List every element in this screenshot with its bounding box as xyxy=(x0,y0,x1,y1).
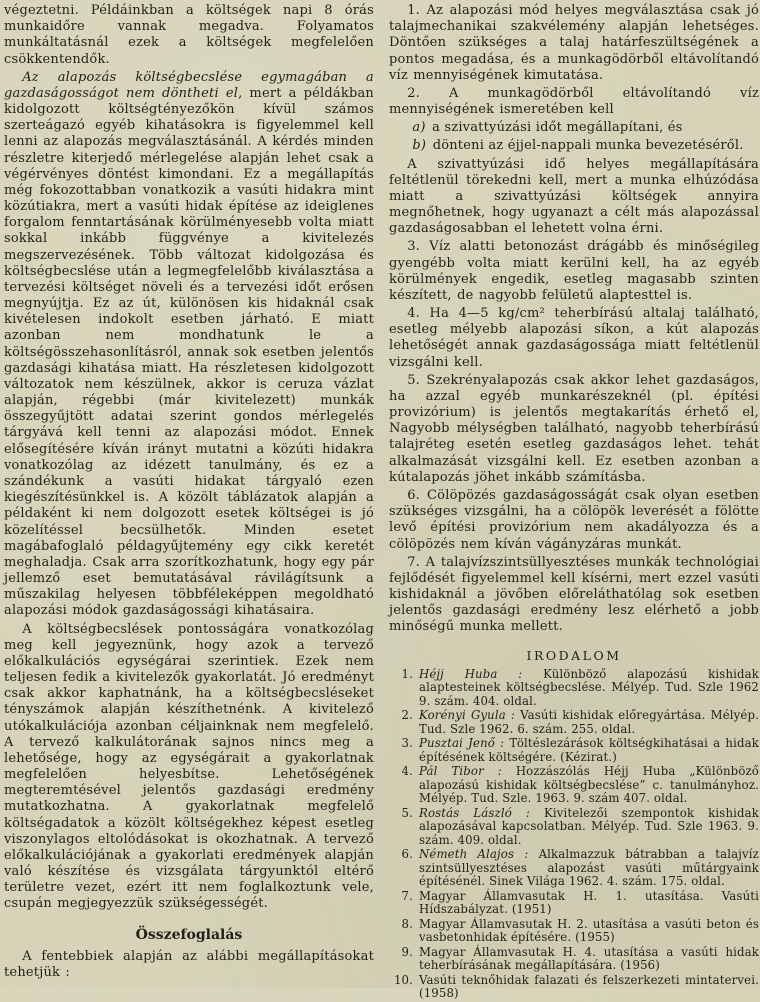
reference-number: 2. xyxy=(401,708,413,723)
reference-item xyxy=(389,848,759,889)
reference-item xyxy=(389,807,759,848)
summary-point-1: 1. Az alapozási mód helyes megválasztása csak jó talajmechanikai szakvélemény alapján lehetséges. Döntően szükséges a talaj határfeszültségének a pontos megadása, és a munkagödörből eltávolítandó víz mennyiségének kimutatása. xyxy=(389,3,759,83)
summary-intro: A fentebbiek alapján az alábbi megállapításokat tehetjük : xyxy=(4,948,374,980)
reference-author: Németh Alajos : xyxy=(419,847,529,862)
paragraph-estimate-accuracy: A költségbecslések pontosságára vonatkozólag meg kell jegyeznünk, hogy azok a tervező előkalkulációs egységárai szerintiek. Ezek nem teljesen fedik a kivitelezők gyakorlatát. Jó eredményt csak akkor kaphatnánk, ha a költségbecsléseket tényszámok alapján készíthetnénk. A kivitelező utókalkulációja azonban céljainknak nem megfelelő. A tervező kalkulátorának sajnos nincs meg a lehetősége, hogy az egységárait a gyakorlatnak megfelelően helyesbítse. Lehetőségének megteremtésével jelentős gazdasági eredmény mutatkozhatna. A gyakorlatnak megfelelő költségadatok a közölt költségekhez képest esetleg viszonylagos eltolódásokat is okozhatnak. A tervező előkalkulációjának a gyakorlati eredmények alapján való készítése és vizsgálata tárgyunktól eltérő területre vezet, ezért itt nem foglalkoztunk vele, csupán megjegyezzük szükségességét. xyxy=(4,621,374,912)
bibliography-list xyxy=(389,668,759,1001)
reference-text: Töltéslezárások költségkihatásai a hidak építésének költségére. (Kézirat.) xyxy=(419,736,759,764)
sub-item-text-b: dönteni az éjjel-nappali munka bevezetéséről. xyxy=(432,138,744,154)
summary-point-2-note: A szivattyúzási idő helyes megállapítására feltétlenül törekedni kell, mert a munka elhúzódása miatt a szivattyúzási költségek annyira megnőhetnek, hogy ugyanazt a célt más alapozással gazdaságosabban el lehetett volna érni. xyxy=(389,156,759,237)
reference-text: Kivitelezői szempontok kishidak alapozásával kapcsolatban. Mélyép. Tud. Szle 1963. 9. szám. 409. oldal. xyxy=(419,805,759,847)
paragraph-continuation: végeztetni. Példáinkban a költségek napi 8 órás munkaidőre vannak megadva. Folyamatos munkáltatásnál ezek a költségek megfelelően csökkentendők. xyxy=(4,3,374,67)
reference-item xyxy=(389,709,759,736)
reference-author: Pál Tibor : xyxy=(419,764,502,779)
reference-number: 4. xyxy=(401,764,413,779)
reference-author: Héjj Huba : xyxy=(419,666,523,681)
summary-point-6: 6. Cölöpözés gazdaságosságát csak olyan esetben szükséges vizsgálni, ha a cölöpök leverését a fölötte levő építési provizórium nem akadályozza és a cölöpözés nem kíván vágányzáras munkát. xyxy=(389,487,759,552)
summary-point-2a xyxy=(389,120,759,136)
reference-item xyxy=(389,737,759,764)
reference-text: Vasúti teknőhidak falazati és felszerkezeti mintatervei. (1958) xyxy=(419,972,759,1001)
reference-number: 3. xyxy=(401,736,413,751)
summary-point-4: 4. Ha 4—5 kg/cm² teherbírású altalaj található, esetleg mélyebb alapozási síkon, a kút alapozás lehetőségét annak gazdaságossága miatt feltétlenül vizsgálni kell. xyxy=(389,306,759,370)
right-column xyxy=(389,3,759,1002)
reference-number: 8. xyxy=(401,916,413,931)
reference-text: Alkalmazzuk bátrabban a talajvíz szintsüllyesztéses alapozást vasúti műtárgyaink építésénél. Sinek Világa 1962. 4. szám. 175. oldal. xyxy=(419,847,759,889)
reference-item xyxy=(389,974,759,1001)
reference-number: 6. xyxy=(401,847,413,862)
reference-item xyxy=(389,918,759,945)
reference-number: 1. xyxy=(401,666,413,681)
reference-text: Különböző alapozású kishidak alaptesteinek költségbecslése. Mélyép. Tud. Szle 1962 9. szám. 404. oldal. xyxy=(419,666,759,708)
sub-item-marker-b: b) xyxy=(412,138,427,154)
reference-text: Hozzászólás Héjj Huba „Különböző alapozású kishidak költségbecslése” c. tanulmányhoz. Mélyép. Tud. Szle. 1963. 9. szám 407. oldal. xyxy=(419,764,759,806)
reference-item xyxy=(389,765,759,806)
reference-number: 9. xyxy=(401,944,413,959)
sub-item-text-a: a szivattyúzási időt megállapítani, és xyxy=(432,120,683,136)
sub-item-marker-a: a) xyxy=(412,120,426,136)
reference-text: Magyar Államvasutak H. 1. utasítása. Vasúti Hídszabályzat. (1951) xyxy=(419,888,759,917)
paragraph-rest-text: , mert a példákban kidolgozott költségtényezőkön kívül számos szerteágazó egyéb kihatásokra is figyelemmel kell lenni az alapozás megválasztásánál. A kérdés minden részletre kiterjedő mérlegelése alapján lehet csak a végérvényes döntést kimondani. Ez a megállapítás még fokozottabban vonatkozik a vasúti hidakra mint közútiakra, mert a vasúti hidak építése az ideiglenes forgalom fenntartásának körülményesebb volta miatt sokkal inkább függvénye a kivitelezés megszervezésének. Több változat kidolgozása és költségbecslése után a legmegfelelőbb kiválasztása a tervezési költséget növeli és a tervezési időt erősen megnyújtja. Ez az út, különösen kis hidaknál csak kivételesen indokolt esetben járható. E miatt azonban nem mondhatunk le a költségösszehasonlításról, annak sok esetben jelentős gazdasági kihatása miatt. Ha részletesen kidolgozott változatok nem készülnek, akkor is ceruza vázlat alapján, régebbi (már kivitelezett) munkák összegyűjtött adatai szerint gondos mérlegelés tárgyává kell tenni az alapozási módot. Ennek elősegítésére kíván irányt mutatni a közúti hidakra vonatkozólag az idézett tanulmány, és ez a szándékunk a vasúti hidakat tárgyaló ezen kiegészítésünkkel is. A közölt táblázatok alapján a példaként ki nem dolgozott esetek költségei is jó közelítéssel becsülhetők. Minden esetet magábafoglaló példagyűjtemény egy cikk keretét meghaladja. Csak arra szorítkozhatunk, hogy egy pár jellemző eset bemutatásával rávilágítsunk a műszakilag helyesen többféleképpen megoldható alapozási módok gazdaságossági kihatásaira. xyxy=(4,85,374,619)
reference-text: Vasúti kishidak előregyártása. Mélyép. Tud. Szle 1962. 6. szám. 255. oldal. xyxy=(419,708,759,736)
summary-point-2-intro: 2. A munkagödörből eltávolítandó víz mennyiségének ismeretében kell xyxy=(389,85,759,118)
summary-point-3: 3. Víz alatti betonozást drágább és minőségileg gyengébb volta miatt kerülni kell, ha az egyéb körülmények engedik, esetleg magasabb szinten készített, de nagyobb felületű alaptesttel is. xyxy=(389,239,759,303)
reference-author: Pusztai Jenő : xyxy=(419,736,505,751)
reference-text: Magyar Államvasutak H. 4. utasítása a vasúti hidak teherbírásának megállapítására. (1956) xyxy=(419,944,759,973)
reference-number: 7. xyxy=(401,888,413,903)
reference-author: Korényi Gyula : xyxy=(419,708,516,723)
reference-item xyxy=(389,668,759,709)
paragraph-foundation-economy xyxy=(4,70,374,620)
reference-text: Magyar Államvasutak H. 2. utasítása a vasúti beton és vasbetonhidak építésére. (1955) xyxy=(419,916,759,945)
summary-point-7: 7. A talajvízszintsüllyesztéses munkák technológiai fejlődését figyelemmel kell kísérni, mert ezzel vasúti kishidaknál a jövőben előreláthatólag sok esetben jelentős gazdasági eredmény lesz elérhető a jobb minőségű munka mellett. xyxy=(389,554,759,635)
reference-author: Rostás László : xyxy=(419,805,531,820)
paragraph-lead-italic-text: Az alapozás költségbecslése egymagában a gazdaságosságot nem döntheti el xyxy=(4,69,374,101)
reference-number: 5. xyxy=(401,805,413,820)
summary-point-2b xyxy=(389,138,759,154)
reference-item xyxy=(389,890,759,917)
summary-point-5: 5. Szekrényalapozás csak akkor lehet gazdaságos, ha azzal egyéb munkarészeknél (pl. építési provizórium) is jelentős megtakarítás érhető el, Nagyobb mélységben található, nagyobb teherbírású talajréteg esetén esetleg gazdaságos lehet. tehát alkalmazását vizsgálni kell. Ez esetben azonban a kútalapozás jöhet inkább számításba. xyxy=(389,372,759,485)
reference-item xyxy=(389,946,759,973)
left-column xyxy=(4,3,374,1002)
summary-heading: Összefoglalás xyxy=(135,926,243,943)
bibliography-heading: IRODALOM xyxy=(526,647,622,663)
reference-number: 10. xyxy=(393,972,413,987)
